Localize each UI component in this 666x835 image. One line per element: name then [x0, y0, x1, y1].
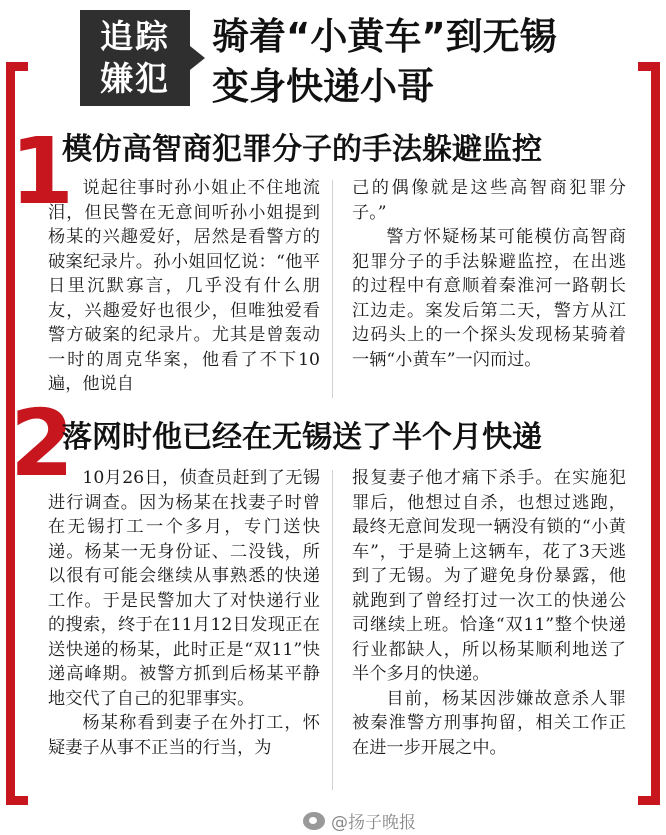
section-2-left-column: [48, 466, 320, 760]
section-2-number: 2: [10, 390, 75, 497]
section-1-right-column: [352, 176, 626, 372]
section-2-right-column: [352, 466, 626, 760]
section-1-title: 模仿高智商犯罪分子的手法躲避监控: [62, 132, 542, 167]
paragraph: 警方怀疑杨某可能模仿高智商犯罪分子的手法躲避监控，在出逃的过程中有意顺着秦淮河一路朝长江边走。案发后第二天，警方从江边码头上的一个探头发现杨某骑着一辆“小黄车”一闪而过。: [352, 227, 626, 370]
headline-line-2: 变身快递小哥: [212, 65, 434, 108]
tag-line-1: 追踪: [100, 17, 170, 56]
paragraph: 杨某称看到妻子在外打工，怀疑妻子从事不正当的行当，为: [48, 713, 320, 758]
paragraph: 说起往事时孙小姐止不住地流泪，但民警在无意间听孙小姐提到杨某的兴趣爱好，居然是看警方的破案纪录片。孙小姐回忆说：“他平日里沉默寡言，几乎没有什么朋友，兴趣爱好也很少，但唯独爱看警方破案的纪录片。尤其是曾轰动一时的周克华案，他看了不下10遍，他说自: [48, 178, 320, 394]
paragraph: 己的偶像就是这些高智商犯罪分子。”: [352, 178, 626, 223]
paragraph: 目前，杨某因涉嫌故意杀人罪被秦淮警方刑事拘留，相关工作正在进一步开展之中。: [352, 688, 626, 758]
section-2-title: 落网时他已经在无锡送了半个月快递: [62, 420, 542, 455]
section-1-number: 1: [10, 118, 75, 225]
tag-line-2: 嫌犯: [100, 59, 170, 98]
paragraph: 报复妻子他才痛下杀手。在实施犯罪后，他想过自杀，也想过逃跑，最终无意间发现一辆没有锁的“小黄车”，于是骑上这辆车，花了3天逃到了无锡。为了避免身份暴露，他就跑到了曾经打过一次工的快递公司继续上班。恰逢“双11”整个快递行业都缺人，所以杨某顺利地送了半个多月的快递。: [352, 468, 626, 684]
watermark-text: @扬子晚报: [331, 813, 416, 833]
paragraph: 10月26日，侦查员赶到了无锡进行调查。因为杨某在找妻子时曾在无锡打工一个多月，专门送快递。杨某一无身份证、二没钱，所以很有可能会继续从事熟悉的快递工作。于是民警加大了对快递行业的搜索，终于在11月12日发现正在送快递的杨某，此时正是“双11”快递高峰期。被警方抓到后杨某平静地交代了自己的犯罪事实。: [48, 468, 320, 709]
headline-line-1: 骑着“小黄车”到无锡: [212, 15, 557, 58]
watermark: [303, 808, 416, 833]
weibo-icon: [303, 812, 325, 830]
column-divider: [332, 470, 333, 790]
column-divider: [332, 180, 333, 398]
right-frame-bracket: [638, 62, 660, 805]
section-1-left-column: [48, 176, 320, 397]
headline: [212, 12, 632, 112]
section-tag: [80, 10, 190, 106]
